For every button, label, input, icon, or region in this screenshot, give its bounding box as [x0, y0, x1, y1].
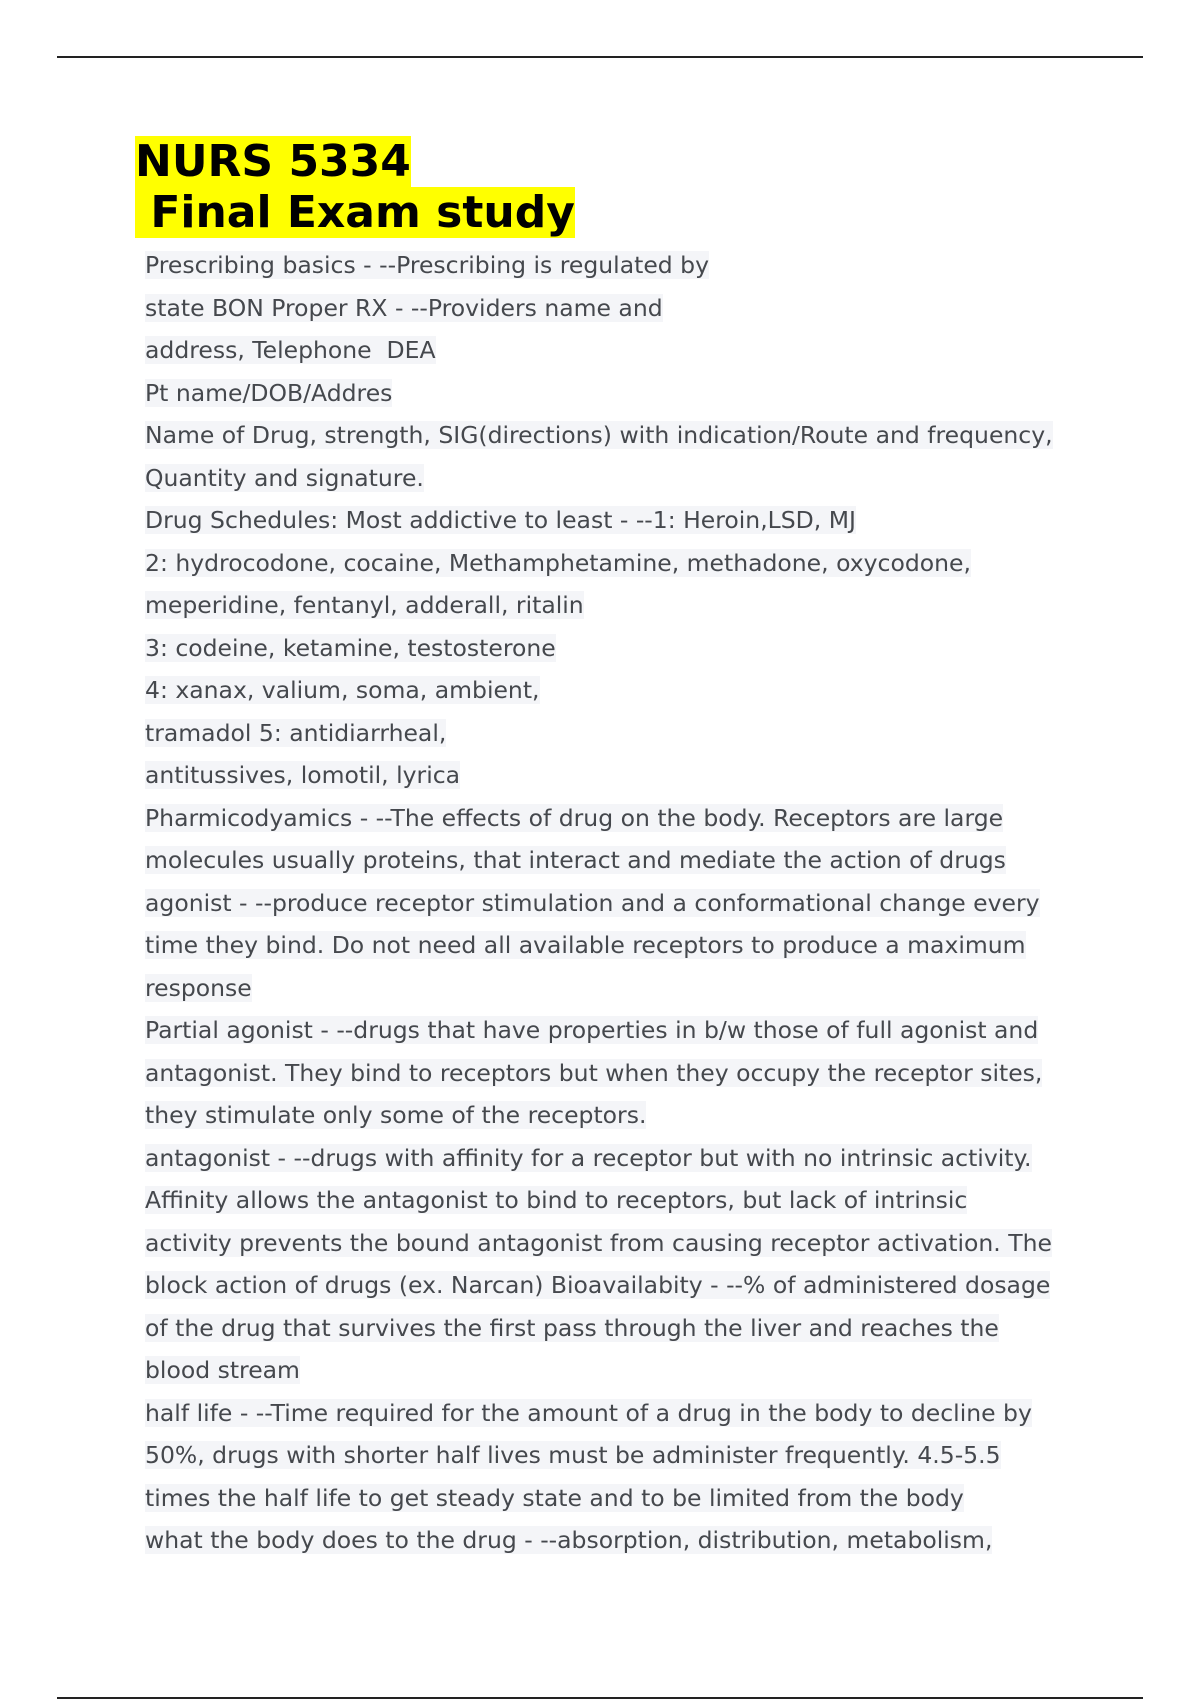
text-line: [145, 627, 556, 670]
text-line-content: activity prevents the bound antagonist from causing receptor activation. The: [145, 1228, 1052, 1257]
text-line: [145, 1222, 1052, 1265]
text-line: [145, 1434, 1001, 1477]
text-line-content: of the drug that survives the first pass through the liver and reaches the: [145, 1313, 999, 1342]
text-line-content: time they bind. Do not need all available receptors to produce a maximum: [145, 931, 1026, 959]
text-line: [145, 329, 436, 372]
text-line-content: Pt name/DOB/Addres: [145, 378, 393, 407]
text-line: [145, 1009, 1038, 1052]
text-line-content: Name of Drug, strength, SIG(directions) with indication/Route and frequency,: [145, 421, 1053, 449]
text-line-content: 3: codeine, ketamine, testosterone: [145, 633, 556, 662]
text-line: [145, 1349, 300, 1392]
text-line: [145, 1179, 967, 1222]
text-line-content: block action of drugs (ex. Narcan) Bioavailabity - --% of administered dosage: [145, 1271, 1051, 1299]
text-line-content: 50%, drugs with shorter half lives must be administer frequently. 4.5-5.5: [145, 1441, 1001, 1469]
text-line-content: agonist - --produce receptor stimulation and a conformational change every: [145, 888, 1040, 917]
text-line-content: 4: xanax, valium, soma, ambient,: [145, 676, 540, 704]
text-line-content: tramadol 5: antidiarrheal,: [145, 718, 447, 747]
text-line: [145, 754, 460, 797]
title-subtitle: Final Exam study: [135, 187, 575, 238]
text-line: [145, 1264, 1050, 1307]
text-line: [145, 542, 971, 585]
text-line: [145, 797, 1003, 840]
text-line: [145, 1052, 1042, 1095]
text-line: [145, 712, 446, 755]
text-line: [145, 457, 424, 500]
text-line: [145, 287, 663, 330]
text-line-content: antitussives, lomotil, lyrica: [145, 761, 461, 789]
text-line: [145, 499, 856, 542]
text-line-content: state BON Proper RX - --Providers name and: [145, 293, 663, 322]
text-line-content: times the half life to get steady state and to be limited from the body: [145, 1483, 964, 1512]
text-line: [145, 1094, 646, 1137]
text-line-content: address, Telephone DEA: [145, 336, 436, 364]
text-line: [145, 1519, 992, 1562]
text-line: [145, 372, 392, 415]
text-line-content: what the body does to the drug - --absorption, distribution, metabolism,: [145, 1526, 993, 1554]
text-line: [145, 584, 584, 627]
text-line-content: response: [145, 973, 252, 1002]
text-line: [145, 244, 709, 287]
text-line-content: blood stream: [145, 1356, 300, 1384]
text-line: [145, 882, 1040, 925]
text-line-content: molecules usually proteins, that interact and mediate the action of drugs: [145, 846, 1006, 874]
text-line-content: Pharmicodyamics - --The effects of drug on the body. Receptors are large: [145, 803, 1004, 832]
text-line: [145, 414, 1053, 457]
text-line: [145, 1137, 1032, 1180]
text-line-content: half life - --Time required for the amount of a drug in the body to decline by: [145, 1398, 1032, 1427]
text-line: [145, 1477, 964, 1520]
text-line-content: antagonist - --drugs with affinity for a receptor but with no intrinsic activity.: [145, 1143, 1032, 1172]
text-line: [145, 1307, 999, 1350]
bottom-rule: [57, 1697, 1143, 1699]
text-line-content: 2: hydrocodone, cocaine, Methamphetamine, methadone, oxycodone,: [145, 548, 971, 577]
text-line-content: Quantity and signature.: [145, 463, 424, 492]
text-line-content: they stimulate only some of the receptors.: [145, 1101, 647, 1129]
text-line-content: Prescribing basics - --Prescribing is regulated by: [145, 251, 709, 279]
text-line-content: Partial agonist - --drugs that have properties in b/w those of full agonist and: [145, 1016, 1039, 1044]
top-rule: [57, 56, 1143, 58]
document-body: [145, 244, 1145, 1562]
text-line: [145, 967, 252, 1010]
text-line: [145, 1392, 1032, 1435]
text-line: [145, 924, 1026, 967]
document-title: [135, 136, 575, 238]
text-line-content: Drug Schedules: Most addictive to least - --1: Heroin,LSD, MJ: [145, 506, 856, 534]
text-line-content: Affinity allows the antagonist to bind to receptors, but lack of intrinsic: [145, 1186, 968, 1214]
title-course: NURS 5334: [135, 136, 411, 187]
text-line-content: antagonist. They bind to receptors but when they occupy the receptor sites,: [145, 1058, 1043, 1087]
text-line-content: meperidine, fentanyl, adderall, ritalin: [145, 591, 584, 619]
text-line: [145, 839, 1006, 882]
text-line: [145, 669, 540, 712]
